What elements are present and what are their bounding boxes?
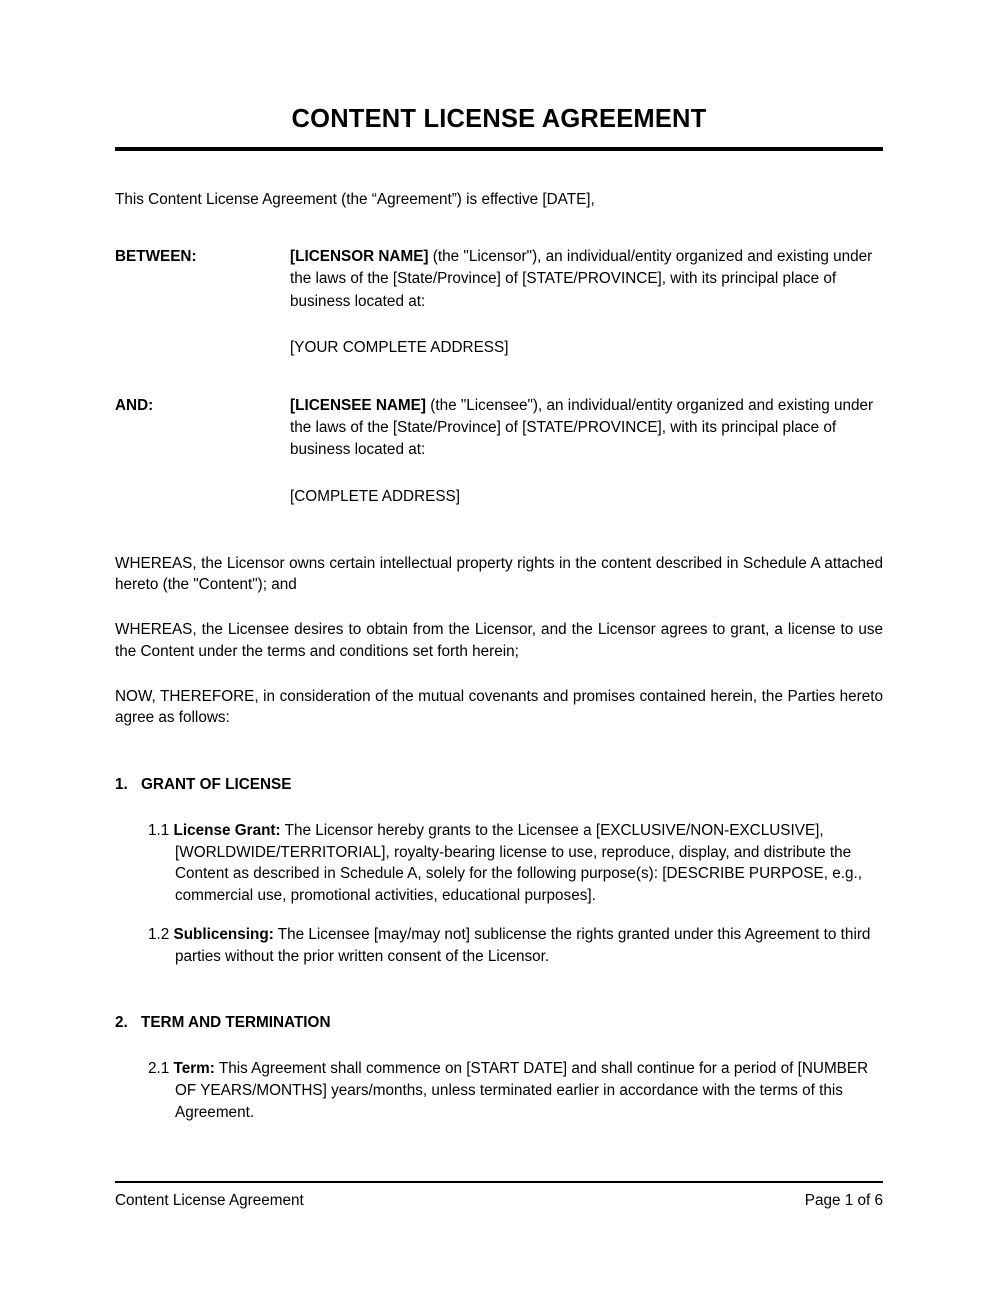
document-content bbox=[115, 0, 883, 1139]
licensee-name-placeholder: [LICENSEE NAME] bbox=[290, 397, 426, 414]
party-details-licensor bbox=[290, 246, 883, 359]
section-number: 1. bbox=[115, 776, 128, 793]
licensor-address-placeholder: [YOUR COMPLETE ADDRESS] bbox=[290, 338, 509, 356]
clause-number: 1.1 bbox=[148, 822, 170, 839]
party-block-licensor bbox=[115, 246, 883, 359]
section-title: GRANT OF LICENSE bbox=[141, 776, 292, 793]
clause-1-1 bbox=[148, 820, 883, 907]
recital-paragraph: WHEREAS, the Licensee desires to obtain from the Licensor, and the Licensor agrees to grant, a license to use the Content under the terms and conditions set forth herein; bbox=[115, 621, 883, 660]
party-label-and: AND: bbox=[115, 397, 154, 414]
clause-lead: Term: bbox=[173, 1060, 215, 1078]
footer-document-name: Content License Agreement bbox=[115, 1192, 304, 1209]
page-title: CONTENT LICENSE AGREEMENT bbox=[291, 105, 707, 133]
clause-1-2 bbox=[148, 924, 883, 967]
clause-2-1 bbox=[148, 1058, 883, 1123]
clause-text: The Licensee [may/may not] sublicense the rights granted under this Agreement to third parties without the prior written consent of the Licensor. bbox=[175, 925, 871, 965]
party-label-between: BETWEEN: bbox=[115, 248, 197, 266]
page-footer bbox=[115, 1181, 883, 1210]
clause-lead: License Grant: bbox=[173, 822, 281, 839]
clause-number: 2.1 bbox=[148, 1060, 170, 1078]
section-heading-term-and-termination bbox=[115, 1014, 883, 1032]
title-divider bbox=[115, 147, 883, 151]
licensor-name-placeholder: [LICENSOR NAME] bbox=[290, 248, 429, 266]
section-heading-grant-of-license bbox=[115, 776, 883, 794]
clause-text: The Licensor hereby grants to the Licensee a [EXCLUSIVE/NON-EXCLUSIVE], [WORLDWIDE/TERRITORIAL], royalty-bearing license to use, reproduce, display, and distribute the Content as described in Schedule A, solely for the following purpose(s): [DESCRIBE PURPOSE, e.g., commercial use, promotional activities, educational purposes]. bbox=[175, 822, 862, 905]
licensee-description: (the "Licensee"), an individual/entity organized and existing under the laws of the [State/Province] of [STATE/PROVINCE], with its principal place of business located at: bbox=[290, 397, 874, 459]
section-number: 2. bbox=[115, 1014, 128, 1032]
party-block-licensee bbox=[115, 395, 883, 508]
licensee-address-placeholder: [COMPLETE ADDRESS] bbox=[290, 487, 461, 505]
footer-page-number: Page 1 of 6 bbox=[804, 1192, 883, 1209]
recital-paragraph: WHEREAS, the Licensor owns certain intellectual property rights in the content described in Schedule A attached hereto (the "Content"); and bbox=[115, 554, 883, 594]
clause-text: This Agreement shall commence on [START DATE] and shall continue for a period of [NUMBER OF YEARS/MONTHS] years/months, unless terminated earlier in accordance with the terms of this Agreement. bbox=[175, 1060, 869, 1121]
recital-paragraph: NOW, THEREFORE, in consideration of the mutual covenants and promises contained herein, the Parties hereto agree as follows: bbox=[115, 687, 883, 727]
footer-divider bbox=[115, 1181, 883, 1183]
clause-number: 1.2 bbox=[148, 925, 170, 943]
clause-lead: Sublicensing: bbox=[173, 925, 274, 943]
party-details-licensee bbox=[290, 395, 883, 508]
licensor-description: (the "Licensor"), an individual/entity organized and existing under the laws of the [State/Province] of [STATE/PROVINCE], with its principal place of business located at: bbox=[290, 248, 873, 310]
section-title: TERM AND TERMINATION bbox=[141, 1014, 331, 1032]
footer-row bbox=[115, 1192, 883, 1210]
intro-paragraph: This Content License Agreement (the “Agreement”) is effective [DATE], bbox=[115, 190, 595, 208]
